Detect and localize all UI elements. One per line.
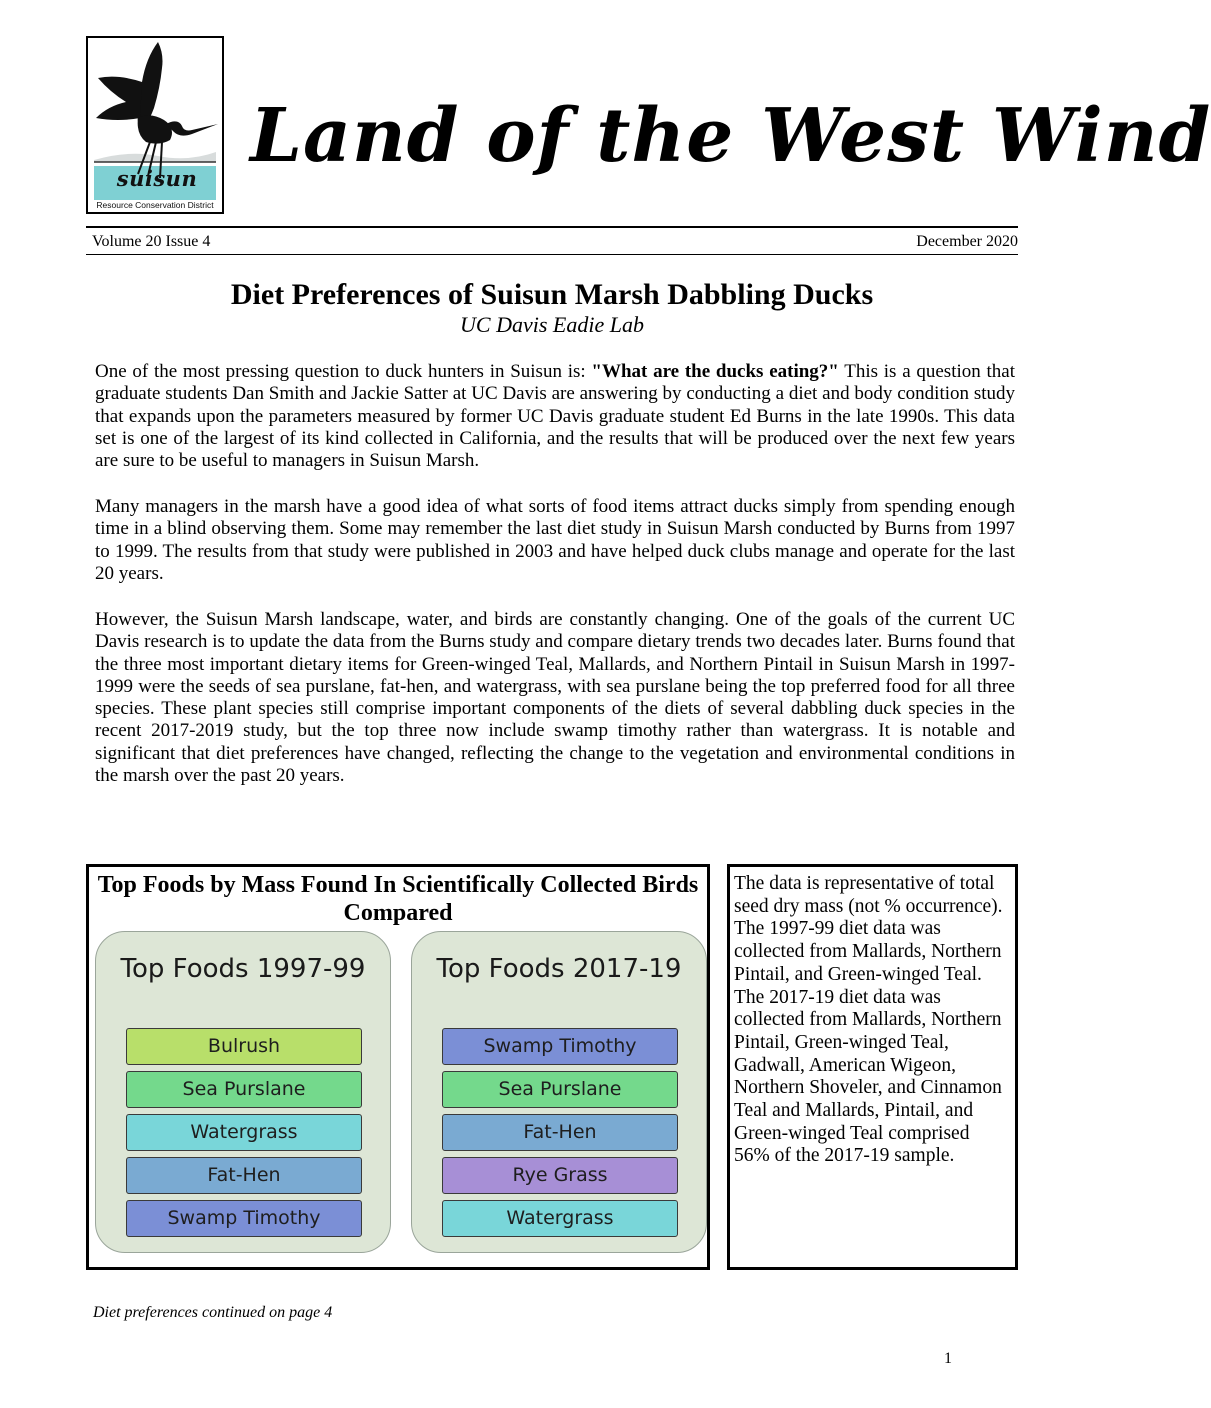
masthead-rule-top bbox=[86, 226, 1018, 228]
food-item: Swamp Timothy bbox=[442, 1028, 678, 1065]
article-title: Diet Preferences of Suisun Marsh Dabbling Ducks bbox=[230, 278, 874, 311]
food-item: Sea Purslane bbox=[442, 1071, 678, 1108]
article-paragraph-1 bbox=[95, 361, 1015, 472]
figure-title: Top Foods by Mass Found In Scientifically Collected Birds Compared bbox=[97, 872, 699, 926]
masthead-rule-bottom bbox=[86, 254, 1018, 255]
continued-note: Diet preferences continued on page 4 bbox=[93, 1304, 333, 1321]
issue-date: December 2020 bbox=[916, 233, 1018, 250]
food-item: Rye Grass bbox=[442, 1157, 678, 1194]
p1-rest: This is a question that graduate students Dan Smith and Jackie Satter at UC Davis are answering by conducting a diet and body condition study that expands upon the parameters measured by former UC Davis graduate student Ed Burns in the late 1990s. This data set is one of the largest of its kind collected in California, and the results that will be produced over the next few years are sure to be useful to managers in Suisun Marsh. bbox=[95, 361, 1015, 472]
food-item: Fat-Hen bbox=[442, 1114, 678, 1151]
panel-heading: Top Foods 2017-19 bbox=[436, 954, 682, 984]
top-foods-figure bbox=[86, 864, 710, 1270]
panel-2017-19 bbox=[411, 931, 707, 1253]
logo-wordmark: suisun bbox=[116, 166, 198, 191]
volume-issue: Volume 20 Issue 4 bbox=[92, 233, 211, 250]
article-paragraph-2: Many managers in the marsh have a good idea of what sorts of food items attract ducks simply from spending enough time in a blind observing them. Some may remember the last diet study in Suisun Marsh conducted by Burns from 1997 to 1999. The results from that study were published in 2003 and have helped duck clubs manage and operate for the last 20 years. bbox=[95, 496, 1015, 584]
article-paragraph-3: However, the Suisun Marsh landscape, water, and birds are constantly changing. One of the goals of the current UC Davis research is to update the data from the Burns study and compare dietary trends two decades later. Burns found that the three most important dietary items for Green-winged Teal, Mallards, and Northern Pintail in Suisun Marsh in 1997-1999 were the seeds of sea purslane, fat-hen, and watergrass, with sea purslane being the top preferred food for all three species. These plant species still comprise important components of the diets of several dabbling duck species in the recent 2017-2019 study, but the top three now include swamp timothy rather than watergrass. It is notable and significant that diet preferences have changed, reflecting the change to the vegetation and environmental conditions in the marsh over the past 20 years. bbox=[95, 609, 1015, 787]
figure-note-box bbox=[727, 864, 1018, 1270]
panel-heading: Top Foods 1997-99 bbox=[120, 954, 366, 984]
panel-1997-99 bbox=[95, 931, 391, 1253]
food-item: Fat-Hen bbox=[126, 1157, 362, 1194]
food-item: Sea Purslane bbox=[126, 1071, 362, 1108]
food-item: Watergrass bbox=[126, 1114, 362, 1151]
page-number: 1 bbox=[944, 1350, 952, 1367]
p1-question: "What are the ducks eating?" bbox=[591, 361, 839, 382]
masthead-title: Land of the West Wind bbox=[250, 93, 1211, 179]
p1-lead: One of the most pressing question to duck hunters in Suisun is: bbox=[95, 361, 592, 382]
district-logo bbox=[86, 36, 224, 214]
logo-org-name: Resource Conservation District bbox=[96, 200, 214, 210]
article-byline: UC Davis Eadie Lab bbox=[460, 312, 644, 337]
food-item: Bulrush bbox=[126, 1028, 362, 1065]
food-item: Watergrass bbox=[442, 1200, 678, 1237]
food-item: Swamp Timothy bbox=[126, 1200, 362, 1237]
figure-note: The data is representative of total seed dry mass (not % occurrence). The 1997-99 diet data was collected from Mallards, Northern Pintail, and Green-winged Teal. The 2017-19 diet data was collected from Mallards, Northern Pintail, Green-winged Teal, Gadwall, American Wigeon, Northern Shoveler, and Cinnamon Teal and Mallards, Pintail, and Green-winged Teal comprised 56% of the 2017-19 sample. bbox=[734, 873, 1003, 1167]
